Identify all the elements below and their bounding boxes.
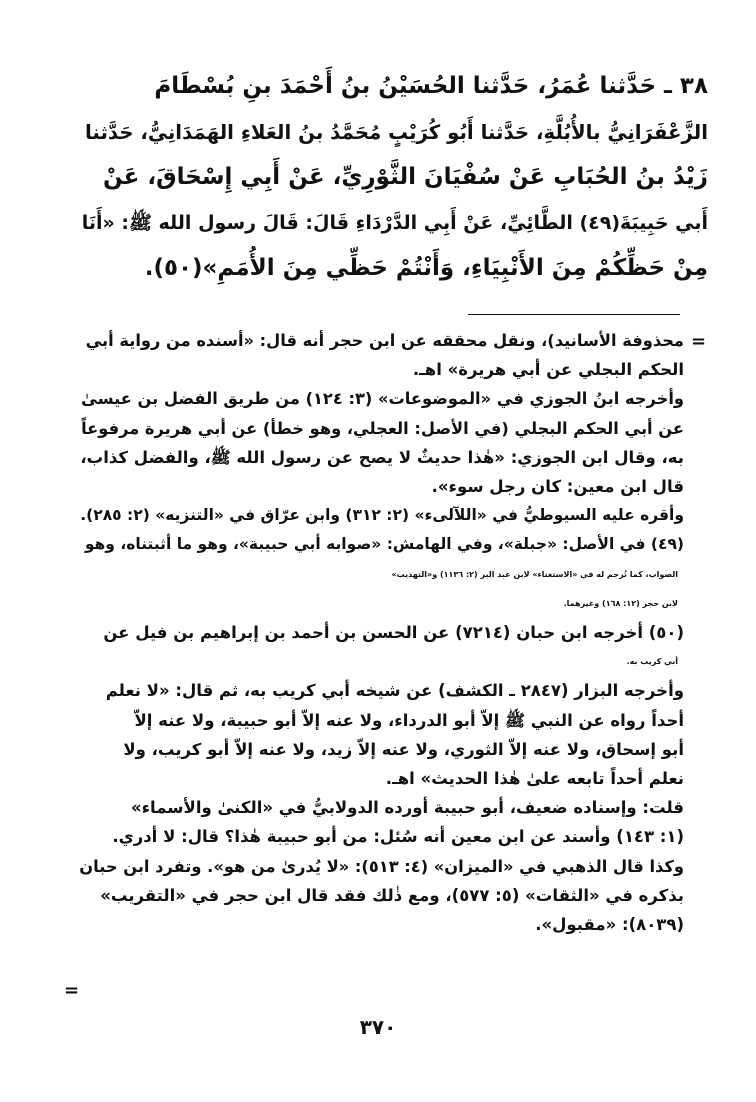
hadith-line: الزَّعْفَرَانِيُّ بالأُبُلَّةِ، حَدَّثنا أَبُو كُرَيْبٍ مُحَمَّدُ بنُ العَلاءِ الهَمَدَانِيُّ، حَدَّثنا <box>84 120 708 144</box>
footnote-line: وأقره عليه السيوطيُّ في «اللآلىء» (٢: ٣١٢) وابن عرّاق في «التنزيه» (٢: ٢٨٥). <box>80 506 684 525</box>
footnote-49: (٤٩) في الأصل: «جبلة»، وفي الهامش: «صوابه أبي حبيبة»، وهو ما أثبتناه، وهو <box>84 535 684 554</box>
footnote-line: بذكره في «الثقات» (٥: ٥٧٧)، ومع ذٰلك فقد قال ابن حجر في «التقريب» <box>100 885 684 905</box>
footnote-line: لابن حجر (١٢: ١٦٨) وغيرهما. <box>563 598 678 608</box>
footnote-line: أحداً رواه عن النبي ﷺ إلاّ أبو الدرداء، ولا عنه إلاّ أبو حبيبة، ولا عنه إلاّ <box>134 710 684 730</box>
footnote-line: وكذا قال الذهبي في «الميزان» (٤: ٥١٣): «لا يُدرىٰ من هو». وتفرد ابن حبان <box>79 856 684 876</box>
hadith-line: زَيْدُ بنُ الحُبَابِ عَنْ سُفْيَانَ الثَّوْرِيِّ، عَنْ أَبِي إِسْحَاقَ، عَنْ <box>102 164 708 190</box>
footnote-line: وأخرجه ابنُ الجوزي في «الموضوعات» (٣: ١٢٤) من طريق الفضل بن عيسىٰ <box>81 389 684 409</box>
footnote-line: وأخرجه البزار (٢٨٤٧ ـ الكشف) عن شيخه أبي كريب به، ثم قال: «لا نعلم <box>105 681 684 701</box>
footnote-line: قلت: وإسناده ضعيف، أبو حبيبة أورده الدولابيُّ في «الكنىٰ والأسماء» <box>130 798 684 818</box>
footnote-separator <box>468 314 680 315</box>
footnote-line: الحكم البجلي عن أبي هريرة» اهـ. <box>412 360 684 380</box>
footnote-line: نعلم أحداً تابعه علىٰ هٰذا الحديث» اهـ. <box>385 769 684 789</box>
footnote-line: قال ابن معين: كان رجل سوء». <box>431 477 684 497</box>
footnote-line: (١: ١٤٣) وأسند عن ابن معين أنه سُئل: من أبو حبيبة هٰذا؟ قال: لا أدري. <box>112 827 684 847</box>
footnote-line: (٨٠٣٩): «مقبول». <box>535 915 684 935</box>
footnote-line: محذوفة الأسانيد)، ونقل محققه عن ابن حجر أنه قال: «أسنده من رواية أبي <box>85 331 684 350</box>
footnotes <box>78 326 684 939</box>
hadith-line: مِنْ حَظِّكُمْ مِنَ الأَنْبِيَاءِ، وَأَنْتُمْ حَظِّي مِنَ الأُمَمِ»(٥٠). <box>144 255 708 281</box>
footnote-line: عن أبي الحكم البجلي (في الأصل: العجلي، وهو خطأ) عن أبي هريرة مرفوعاً <box>81 418 684 438</box>
hadith-line: ٣٨ ـ حَدَّثنا عُمَرُ، حَدَّثنا الحُسَيْنُ بنُ أَحْمَدَ بنِ بُسْطَامَ <box>154 73 708 99</box>
footnote-line: الصواب، كما تُرجم له في «الاستغناء» لابن عبد البر (٢: ١١٣٦) و«التهذيب» <box>391 569 678 579</box>
hadith-line: أَبي حَبِيبَةَ(٤٩) الطَّائِيِّ، عَنْ أَبِي الدَّرْدَاءِ قَالَ: قَالَ رسول الله ﷺ: «أَنَا <box>81 211 708 234</box>
footnote-line: أبو إسحاق، ولا عنه إلاّ الثوري، ولا عنه إلاّ زيد، ولا عنه إلاّ أبو كريب، ولا <box>123 739 684 759</box>
footnote-50: (٥٠) أخرجه ابن حبان (٧٢١٤) عن الحسن بن أحمد بن إبراهيم بن فيل عن <box>103 623 684 643</box>
footnote-line: أبي كريب به. <box>626 657 678 667</box>
hadith-text <box>80 64 708 292</box>
page-number: ٣٧٠ <box>359 1015 397 1039</box>
continuation-mark-bottom: = <box>64 980 80 1001</box>
footnote-line: به، وقال ابن الجوزي: «هٰذا حديثٌ لا يصح عن رسول الله ﷺ، والفضل كذاب، <box>80 447 684 467</box>
continuation-mark-top: = <box>691 331 707 352</box>
